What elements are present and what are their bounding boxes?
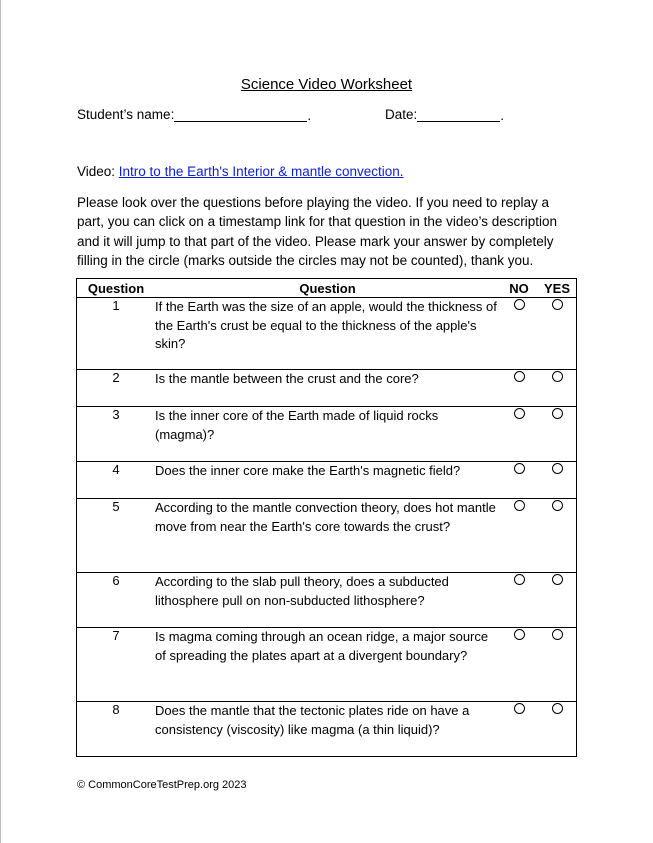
- worksheet-title: Science Video Worksheet: [240, 76, 413, 93]
- answer-yes-cell: [538, 499, 577, 573]
- question-number: 7: [77, 628, 156, 702]
- student-name-field[interactable]: [77, 107, 310, 122]
- yes-answer-circle[interactable]: [552, 371, 563, 382]
- question-text: Is the inner core of the Earth made of liquid rocks (magma)?: [155, 407, 500, 462]
- video-label: Video:: [77, 164, 119, 179]
- question-number: 6: [77, 573, 156, 628]
- question-text: Is the mantle between the crust and the core?: [155, 370, 500, 407]
- no-answer-circle[interactable]: [514, 371, 525, 382]
- answer-yes-cell: [538, 462, 577, 499]
- question-table: [76, 278, 577, 757]
- question-text: According to the slab pull theory, does a subducted lithosphere pull on non-subducted lithosphere?: [155, 573, 500, 628]
- date-blank[interactable]: [417, 107, 500, 122]
- video-line: [77, 164, 404, 179]
- question-text: Does the inner core make the Earth's magnetic field?: [155, 462, 500, 499]
- table-row: [77, 628, 577, 702]
- no-answer-circle[interactable]: [514, 463, 525, 474]
- no-answer-circle[interactable]: [514, 500, 525, 511]
- question-number: 2: [77, 370, 156, 407]
- instructions: Please look over the questions before playing the video. If you need to replay a part, you can click on a timestamp link for that question in the video’s description and it will jump to that part of the video. Please mark your answer by completely filling in the circle (marks outside the circles may not be counted), thank you.: [77, 195, 558, 268]
- no-answer-circle[interactable]: [514, 299, 525, 310]
- answer-no-cell: [500, 370, 538, 407]
- yes-answer-circle[interactable]: [552, 703, 563, 714]
- no-answer-circle[interactable]: [514, 408, 525, 419]
- yes-answer-circle[interactable]: [552, 408, 563, 419]
- table-row: [77, 462, 577, 499]
- answer-no-cell: [500, 462, 538, 499]
- video-link[interactable]: Intro to the Earth's Interior & mantle convection.: [118, 164, 404, 179]
- answer-no-cell: [500, 407, 538, 462]
- table-row: [77, 499, 577, 573]
- answer-no-cell: [500, 702, 538, 757]
- question-number: 8: [77, 702, 156, 757]
- question-text: Does the mantle that the tectonic plates ride on have a consistency (viscosity) like magma (a thin liquid)?: [155, 702, 500, 757]
- question-text: Is magma coming through an ocean ridge, a major source of spreading the plates apart at a divergent boundary?: [155, 628, 500, 702]
- table-row: [77, 573, 577, 628]
- answer-no-cell: [500, 499, 538, 573]
- yes-answer-circle[interactable]: [552, 500, 563, 511]
- table-row: [77, 370, 577, 407]
- header-no: NO: [500, 279, 538, 298]
- yes-answer-circle[interactable]: [552, 629, 563, 640]
- question-number: 4: [77, 462, 156, 499]
- answer-yes-cell: [538, 702, 577, 757]
- student-name-blank[interactable]: [174, 107, 307, 122]
- yes-answer-circle[interactable]: [552, 463, 563, 474]
- answer-yes-cell: [538, 370, 577, 407]
- no-answer-circle[interactable]: [514, 629, 525, 640]
- page-edge: [0, 0, 1, 843]
- student-name-end: .: [307, 108, 312, 123]
- no-answer-circle[interactable]: [514, 574, 525, 585]
- answer-yes-cell: [538, 573, 577, 628]
- answer-no-cell: [500, 573, 538, 628]
- header-yes: YES: [538, 279, 577, 298]
- answer-no-cell: [500, 298, 538, 370]
- table-row: [77, 298, 577, 370]
- no-answer-circle[interactable]: [514, 703, 525, 714]
- question-number: 5: [77, 499, 156, 573]
- table-row: [77, 702, 577, 757]
- copyright-footer: © CommonCoreTestPrep.org 2023: [77, 779, 247, 791]
- yes-answer-circle[interactable]: [552, 299, 563, 310]
- answer-yes-cell: [538, 298, 577, 370]
- question-number: 1: [77, 298, 156, 370]
- header-question-number: Question: [77, 279, 156, 298]
- question-number: 3: [77, 407, 156, 462]
- question-text: According to the mantle convection theory, does hot mantle move from near the Earth's core towards the crust?: [155, 499, 500, 573]
- answer-yes-cell: [538, 628, 577, 702]
- date-label: Date:: [385, 107, 418, 122]
- question-text: If the Earth was the size of an apple, would the thickness of the Earth's crust be equal to the thickness of the apple's skin?: [155, 298, 500, 370]
- date-field[interactable]: [385, 107, 503, 122]
- table-row: [77, 407, 577, 462]
- answer-yes-cell: [538, 407, 577, 462]
- date-end: .: [500, 108, 505, 123]
- student-name-label: Student’s name:: [77, 107, 175, 122]
- answer-no-cell: [500, 628, 538, 702]
- header-question: Question: [155, 279, 500, 298]
- yes-answer-circle[interactable]: [552, 574, 563, 585]
- table-header-row: [77, 279, 577, 298]
